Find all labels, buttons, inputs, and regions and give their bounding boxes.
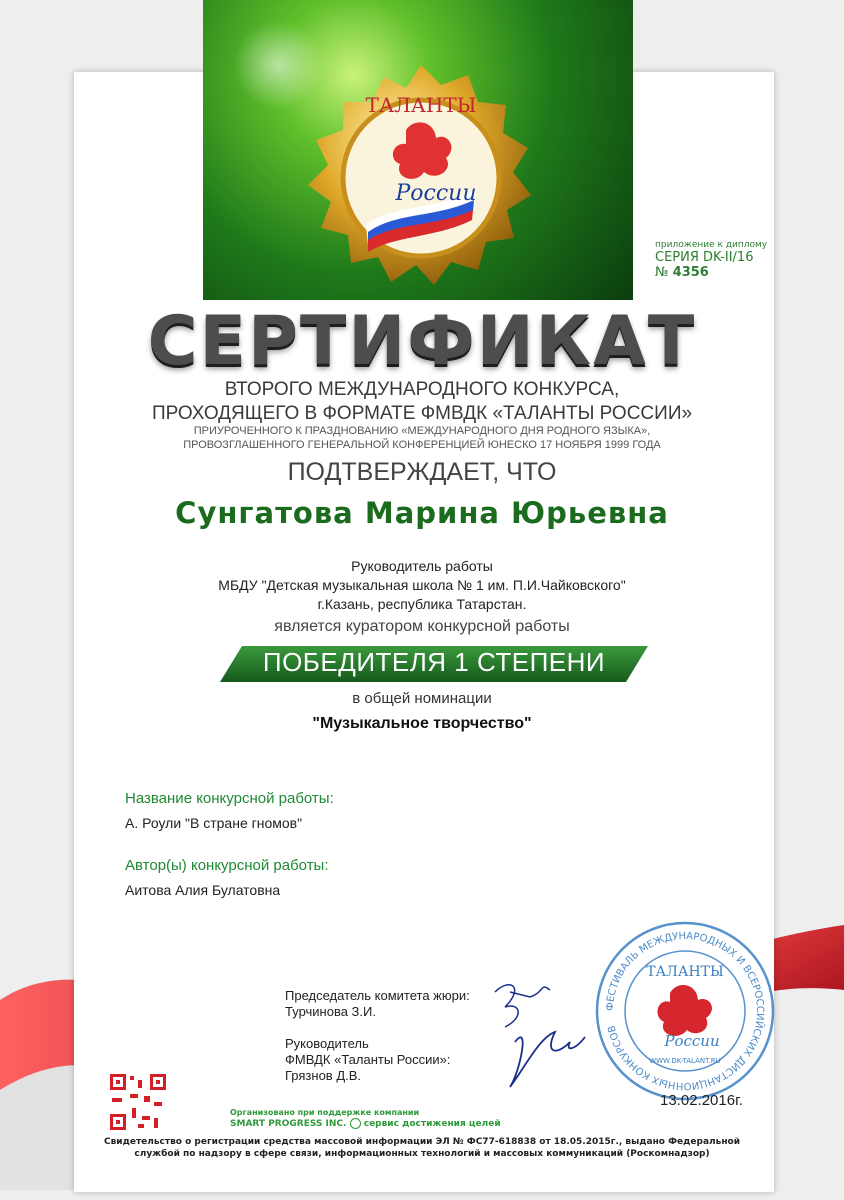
number-value: 4356	[672, 265, 709, 280]
number-label: №	[655, 265, 669, 280]
seal-logo-bottom-text: России	[395, 181, 477, 206]
jury-chair-title: Председатель комитета жюри:	[285, 988, 470, 1003]
series-label: СЕРИЯ DK-II/16	[655, 250, 754, 265]
occasion-line-1: ПРИУРОЧЕННОГО К ПРАЗДНОВАНИЮ «МЕЖДУНАРОДНОГО ДНЯ РОДНОГО ЯЗЫКА»,	[193, 425, 651, 437]
stamp-site: WWW.DK-TALANT.RU	[649, 1057, 721, 1065]
handwritten-signatures	[470, 972, 600, 1092]
series-block	[655, 240, 767, 280]
seal-logo-top-text: ТАЛАНТЫ	[365, 93, 477, 117]
organizer-slogan: сервис достижения целей	[363, 1119, 501, 1129]
work-author-label: Автор(ы) конкурсной работы:	[125, 857, 329, 874]
recipient-role: Руководитель работы	[351, 558, 493, 574]
footer-line-2: службой по надзору в сфере связи, информационных технологий и массовых коммуникаций (Роскомнадзор)	[134, 1149, 710, 1159]
qr-code	[108, 1072, 168, 1132]
stamp-logo-bottom: России	[664, 1032, 720, 1050]
contest-subtitle	[0, 378, 844, 426]
head-title-2: ФМВДК «Таланты России»:	[285, 1052, 451, 1067]
recipient-school: МБДУ "Детская музыкальная школа № 1 им. П.И.Чайковского"	[218, 577, 626, 593]
smart-progress-logo-icon	[350, 1118, 361, 1129]
issue-date: 13.02.2016г.	[660, 1092, 743, 1109]
head-title-1: Руководитель	[285, 1036, 369, 1051]
certificate-title: СЕРТИФИКАТ	[147, 302, 697, 381]
stamp-logo-top: ТАЛАНТЫ	[646, 964, 724, 980]
official-stamp	[592, 918, 778, 1104]
subtitle-line-1: ВТОРОГО МЕЖДУНАРОДНОГО КОНКУРСА,	[224, 379, 620, 400]
work-title-value: А. Роули "В стране гномов"	[125, 815, 303, 831]
head-block	[285, 1036, 451, 1084]
nomination-name: "Музыкальное творчество"	[312, 715, 532, 732]
contest-occasion	[0, 424, 844, 452]
work-author-value: Аитова Алия Булатовна	[125, 882, 281, 898]
organizer-company: SMART PROGRESS INC.	[230, 1119, 347, 1129]
recipient-city: г.Казань, республика Татарстан.	[317, 596, 527, 612]
stamp-ring-text: ФЕСТИВАЛЬ МЕЖДУНАРОДНЫХ И ВСЕРОССИЙСКИХ ДИСТАНЦИОННЫХ КОНКУРСОВ	[604, 930, 766, 1092]
nomination-label: в общей номинации	[352, 690, 492, 707]
jury-chair-name: Турчинова З.И.	[285, 1004, 376, 1019]
confirm-text: ПОДТВЕРЖДАЕТ, ЧТО	[287, 458, 557, 486]
organizer-line-1: Организовано при поддержке компании	[230, 1108, 420, 1117]
recipient-info	[0, 557, 844, 614]
work-title-label: Название конкурсной работы:	[125, 790, 334, 807]
organizer-block	[230, 1108, 501, 1129]
talanty-rossii-logo-seal	[296, 60, 546, 310]
appendix-label: приложение к диплому	[655, 240, 768, 250]
subtitle-line-2: ПРОХОДЯЩЕГО В ФОРМАТЕ ФМВДК «ТАЛАНТЫ РОССИИ»	[151, 403, 693, 424]
registration-footer	[0, 1136, 844, 1160]
jury-chair-block	[285, 988, 470, 1020]
footer-line-1: Свидетельство о регистрации средства массовой информации ЭЛ № ФС77-618838 от 18.05.2015г., выдано Федеральной	[103, 1137, 741, 1147]
occasion-line-2: ПРОВОЗГЛАШЕННОГО ГЕНЕРАЛЬНОЙ КОНФЕРЕНЦИЕЙ ЮНЕСКО 17 НОЯБРЯ 1999 ГОДА	[183, 439, 661, 451]
head-name: Грязнов Д.В.	[285, 1068, 362, 1083]
recipient-name: Сунгатова Марина Юрьевна	[175, 496, 669, 530]
degree-text: ПОБЕДИТЕЛЯ 1 СТЕПЕНИ	[262, 647, 606, 677]
curator-text: является куратором конкурсной работы	[274, 618, 570, 635]
